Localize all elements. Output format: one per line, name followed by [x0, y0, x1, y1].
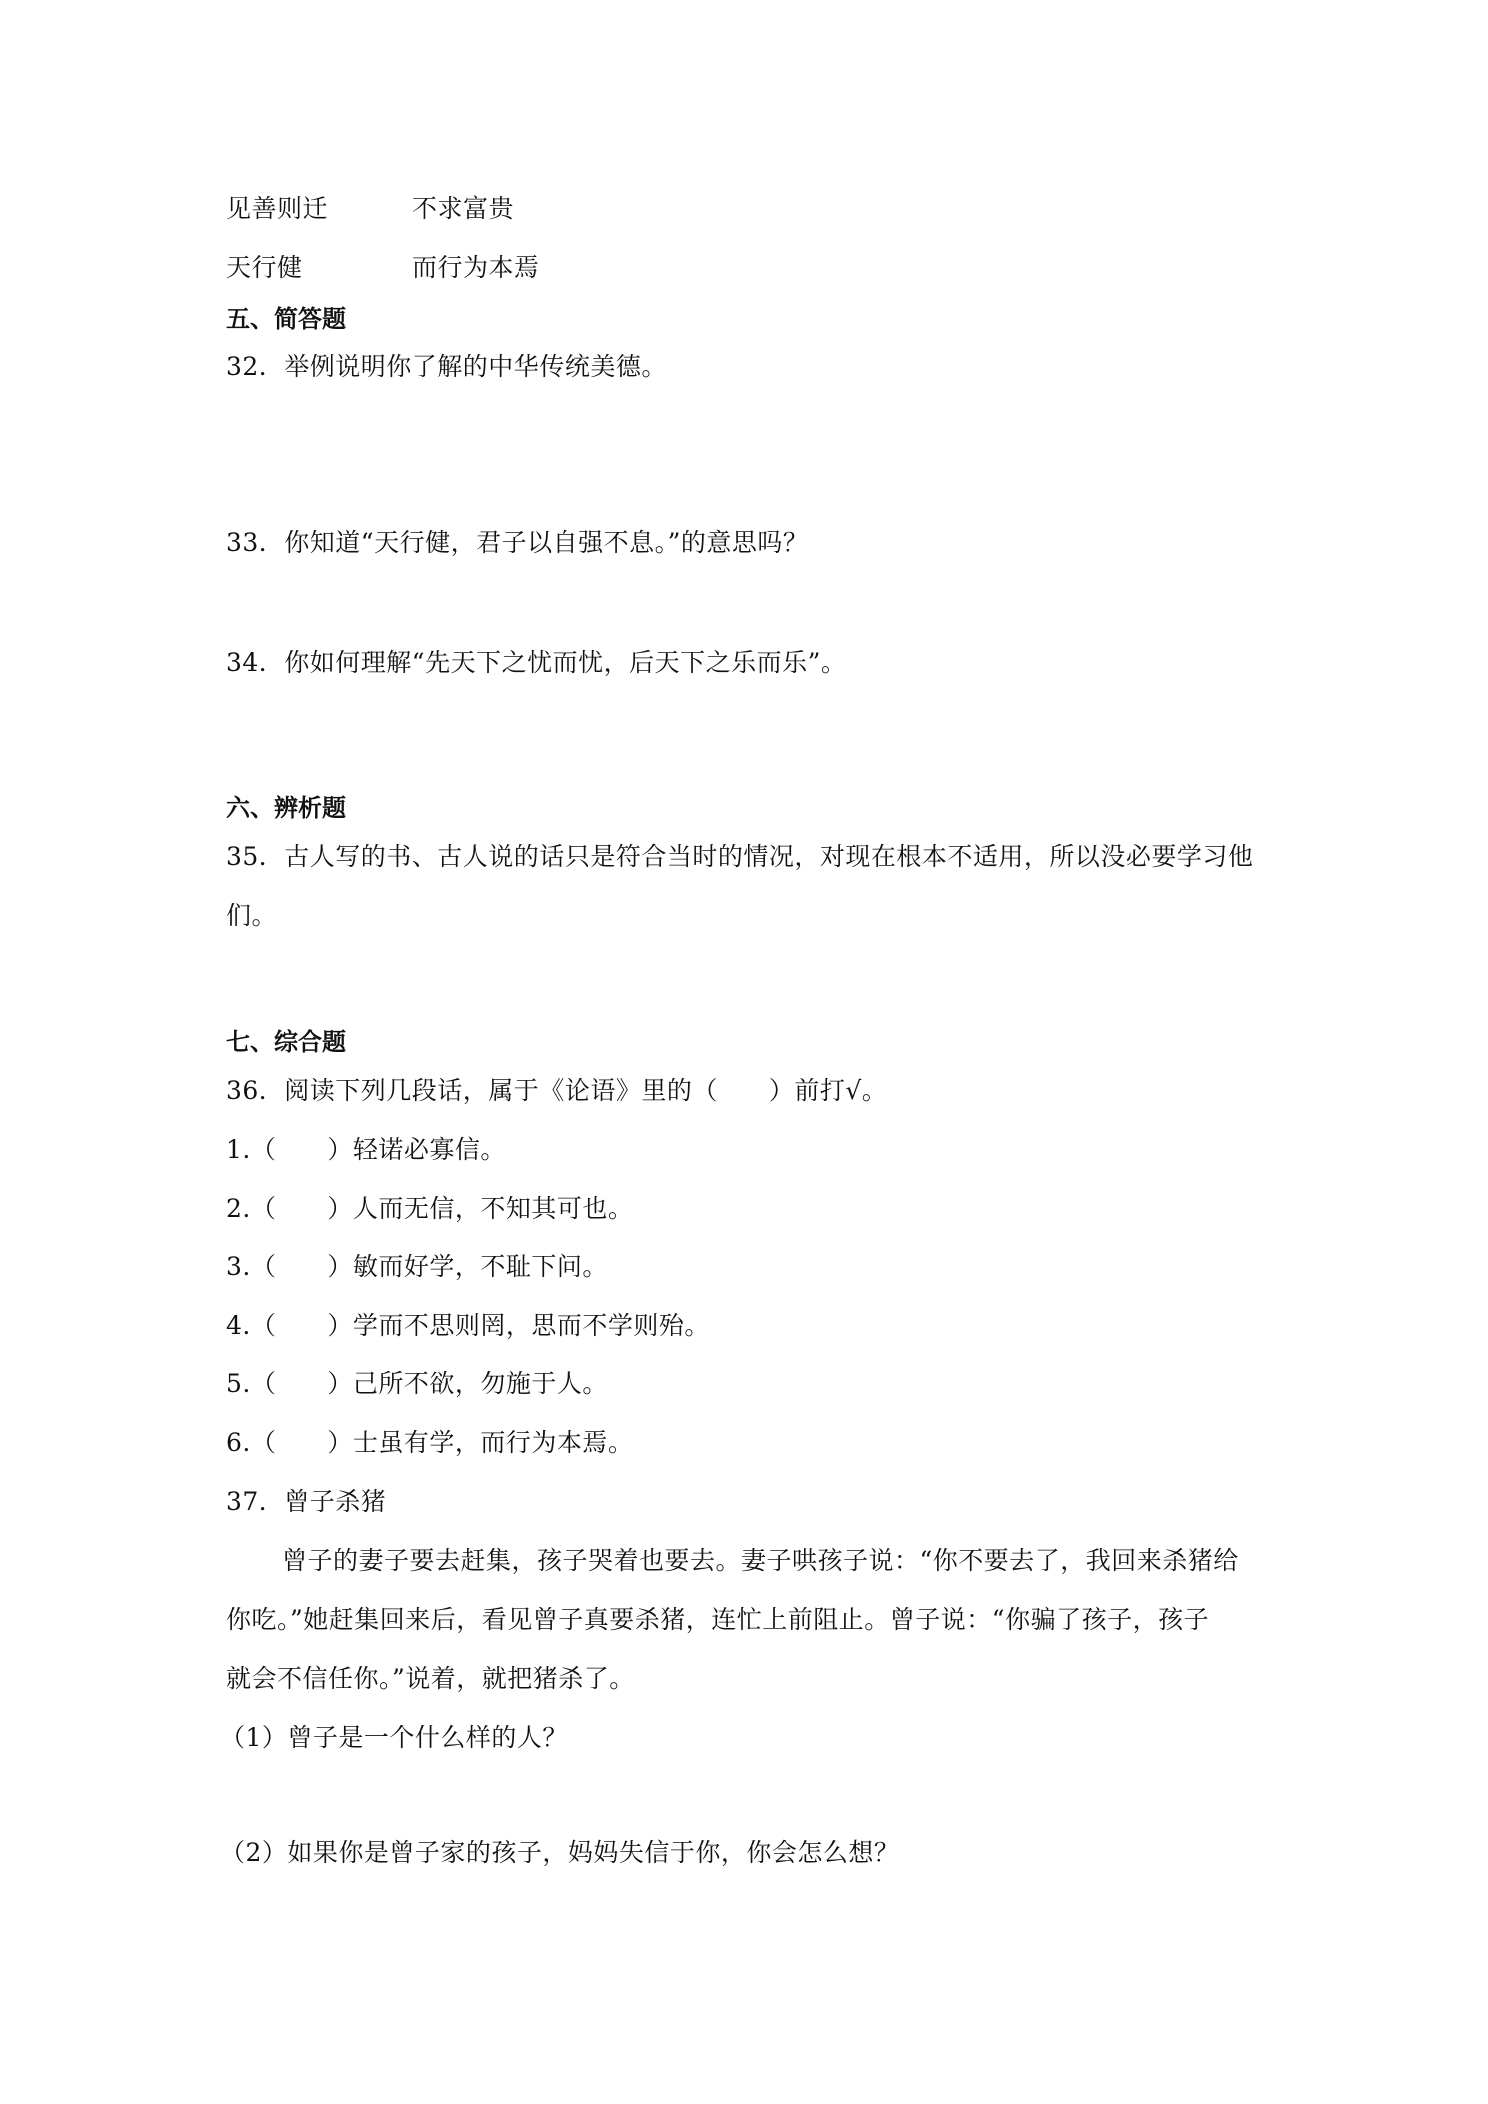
question-36: 36．阅读下列几段话，属于《论语》里的（ ）前打√。: [226, 1076, 888, 1105]
question-35-line-2: 们。: [226, 901, 278, 930]
question-37-story-line-1: 曾子的妻子要去赶集，孩子哭着也要去。妻子哄孩子说：“你不要去了，我回来杀猪给: [282, 1546, 1239, 1575]
question-37-story-line-3: 就会不信任你。”说着，就把猪杀了。: [226, 1664, 635, 1693]
question-34: 34．你如何理解“先天下之忧而忧，后天下之乐而乐”。: [226, 648, 847, 677]
question-32: 32．举例说明你了解的中华传统美德。: [226, 352, 667, 381]
section-heading-short-answer: 五、简答题: [226, 305, 346, 333]
question-36-item-4: 4.（ ）学而不思则罔，思而不学则殆。: [226, 1311, 710, 1340]
question-37-title: 37．曾子杀猪: [226, 1487, 387, 1516]
section-heading-comprehensive: 七、综合题: [226, 1028, 346, 1056]
section-heading-analysis: 六、辨析题: [226, 794, 346, 822]
question-36-item-5: 5.（ ）己所不欲，勿施于人。: [226, 1369, 608, 1398]
question-37-sub-2: （2）如果你是曾子家的孩子，妈妈失信于你，你会怎么想？: [220, 1838, 900, 1867]
question-36-item-6: 6.（ ）士虽有学，而行为本焉。: [226, 1428, 634, 1457]
question-36-item-2: 2.（ ）人而无信，不知其可也。: [226, 1194, 634, 1223]
question-37-story-line-2: 你吃。”她赶集回来后，看见曾子真要杀猪，连忙上前阻止。曾子说：“你骗了孩子，孩子: [226, 1605, 1210, 1634]
matching-right-2: 而行为本焉: [412, 253, 540, 282]
question-35-line-1: 35．古人写的书、古人说的话只是符合当时的情况，对现在根本不适用，所以没必要学习他: [226, 842, 1254, 871]
matching-right-1: 不求富贵: [412, 194, 515, 223]
matching-left-1: 见善则迁: [226, 194, 329, 223]
question-33: 33．你知道“天行健，君子以自强不息。”的意思吗？: [226, 528, 809, 557]
matching-left-2: 天行健: [226, 253, 303, 282]
question-36-item-1: 1.（ ）轻诺必寡信。: [226, 1135, 506, 1164]
question-36-item-3: 3.（ ）敏而好学，不耻下问。: [226, 1252, 608, 1281]
question-37-sub-1: （1）曾子是一个什么样的人？: [220, 1723, 568, 1752]
